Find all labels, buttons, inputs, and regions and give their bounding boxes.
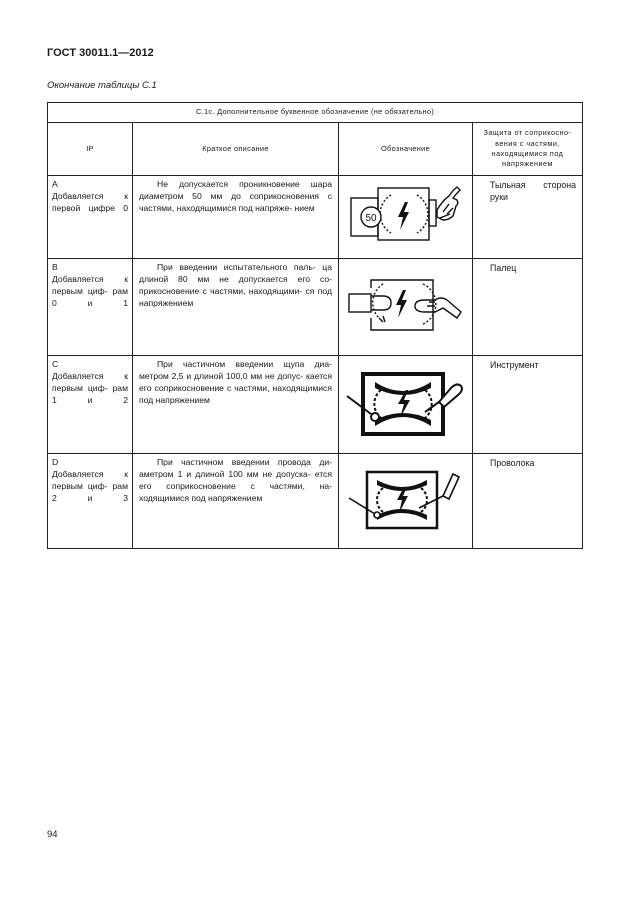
standard-code: ГОСТ 30011.1—2012 — [47, 47, 154, 59]
ip-note: Добавляется к первой цифре 0 — [52, 190, 128, 213]
svg-text:50: 50 — [364, 213, 377, 225]
ip-letter-table — [47, 102, 583, 549]
page-number: 94 — [47, 829, 58, 840]
protection-text: Тыльная сторона руки — [490, 180, 577, 203]
protection-cell — [473, 259, 583, 356]
protection-text: Проволока — [490, 458, 535, 468]
ip-letter: B — [52, 262, 58, 272]
ip-cell — [48, 454, 133, 549]
ip-cell — [48, 176, 133, 259]
description-text: При частичном введении провода ди- аметром 1 и длиной 100 мм не допуска- ется его соприкосновение с частями, на- ходящимися под напряжением — [139, 457, 332, 503]
ball-50mm-icon — [345, 180, 467, 250]
symbol-cell — [339, 259, 473, 356]
wire-probe-icon — [345, 464, 467, 534]
description-cell — [133, 454, 339, 549]
symbol-cell — [339, 454, 473, 549]
ip-note: Добавляется к первым циф- рам 1 и 2 — [52, 370, 128, 405]
description-text: При введении испытательного паль- ца длиной 80 мм не допускается его со- прикосновение с частями, находящими- ся под напряжением — [139, 262, 332, 308]
ip-cell — [48, 259, 133, 356]
col-header-ip: IP — [48, 123, 133, 176]
col-header-protection: Защита от соприкосно- вения с частями, находящимися под напряжением — [473, 123, 583, 176]
protection-cell — [473, 356, 583, 454]
ip-note: Добавляется к первым циф- рам 2 и 3 — [52, 468, 128, 503]
description-text: Не допускается проникновение шара диаметром 50 мм до соприкосновения с частями, находящимися под напряже- нием — [139, 179, 332, 213]
description-text: При частичном введении щупа диа- метром 2,5 и длиной 100,0 мм не допус- кается его соприкосновение с частями, находящимися под напряжением — [139, 359, 332, 405]
ip-letter: D — [52, 457, 59, 467]
description-cell — [133, 176, 339, 259]
protection-text: Инструмент — [490, 360, 539, 370]
description-cell — [133, 259, 339, 356]
table-span-header: С.1с. Дополнительное буквенное обозначение (не обязательно) — [48, 103, 583, 123]
table-row — [48, 356, 583, 454]
table-caption: Окончание таблицы С.1 — [47, 80, 157, 91]
test-finger-icon — [345, 270, 467, 340]
ip-letter: C — [52, 359, 59, 369]
protection-cell — [473, 176, 583, 259]
ip-letter: A — [52, 179, 58, 189]
ip-note: Добавляется к первым циф- рам 0 и 1 — [52, 273, 128, 308]
ip-cell — [48, 356, 133, 454]
col-header-description: Краткое описание — [133, 123, 339, 176]
protection-cell — [473, 454, 583, 549]
table-row — [48, 454, 583, 549]
protection-text: Палец — [490, 263, 517, 273]
symbol-cell — [339, 356, 473, 454]
description-cell — [133, 356, 339, 454]
table-row — [48, 259, 583, 356]
table-row — [48, 176, 583, 259]
symbol-cell — [339, 176, 473, 259]
tool-probe-icon — [345, 368, 467, 438]
col-header-symbol: Обозначение — [339, 123, 473, 176]
